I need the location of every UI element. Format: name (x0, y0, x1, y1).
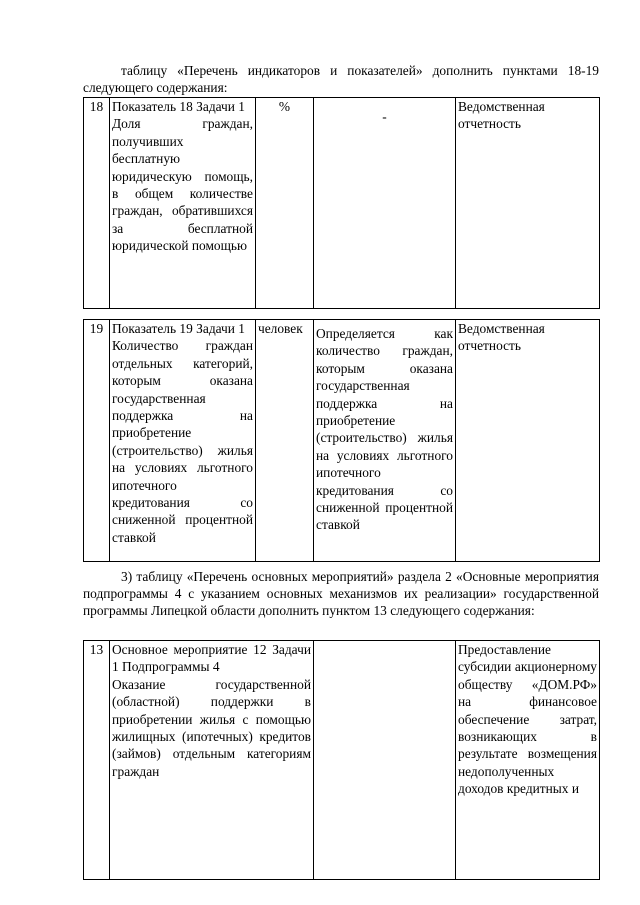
method-cell: - (314, 98, 456, 309)
table-row (84, 641, 600, 880)
indicator-table-row-19 (83, 319, 600, 562)
row-number: 18 (84, 98, 110, 309)
empty-cell (314, 641, 456, 880)
intro-paragraph: таблицу «Перечень индикаторов и показателей» дополнить пунктами 18-19 следующего содержания: (83, 63, 599, 95)
indicator-table-row-18 (83, 97, 600, 309)
indicator-name: Показатель 18 Задачи 1 Доля граждан, получивших бесплатную юридическую помощь, в общем количестве граждан, обратившихся за бесплатной юридической помощью (110, 98, 256, 309)
source-cell: Ведомственная отчетность (456, 98, 600, 309)
table-row (84, 320, 600, 562)
table-row (84, 98, 600, 309)
method-cell: Определяется как количество граждан, которым оказана государственная поддержка на приобретение (строительство) жилья на условиях льготного ипотечного кредитования со сниженной процентной ставкой (314, 320, 456, 562)
unit-cell: % (256, 98, 314, 309)
activity-name: Основное мероприятие 12 Задачи 1 Подпрограммы 4 Оказание государственной (областной) поддержки в приобретении жилья с помощью жилищных (ипотечных) кредитов (займов) отдельным категориям граждан (110, 641, 314, 880)
source-cell: Ведомственная отчетность (456, 320, 600, 562)
activities-table-row-13 (83, 640, 600, 880)
activity-description: Предоставление субсидии акционерному обществу «ДОМ.РФ» на финансовое обеспечение затрат, возникающих в результате возмещения недополученных доходов кредитных и (456, 641, 600, 880)
unit-cell: человек (256, 320, 314, 562)
indicator-name: Показатель 19 Задачи 1 Количество граждан отдельных категорий, которым оказана государственная поддержка на приобретение (строительство) жилья на условиях льготного ипотечного кредитования со сниженной процентной ставкой (110, 320, 256, 562)
row-number: 19 (84, 320, 110, 562)
item-3-paragraph: 3) таблицу «Перечень основных мероприятий» раздела 2 «Основные мероприятия подпрограммы 4 с указанием основных механизмов их реализации» государственной программы Липецкой области дополнить пунктом 13 следующего содержания: (83, 569, 599, 618)
row-number: 13 (84, 641, 110, 880)
